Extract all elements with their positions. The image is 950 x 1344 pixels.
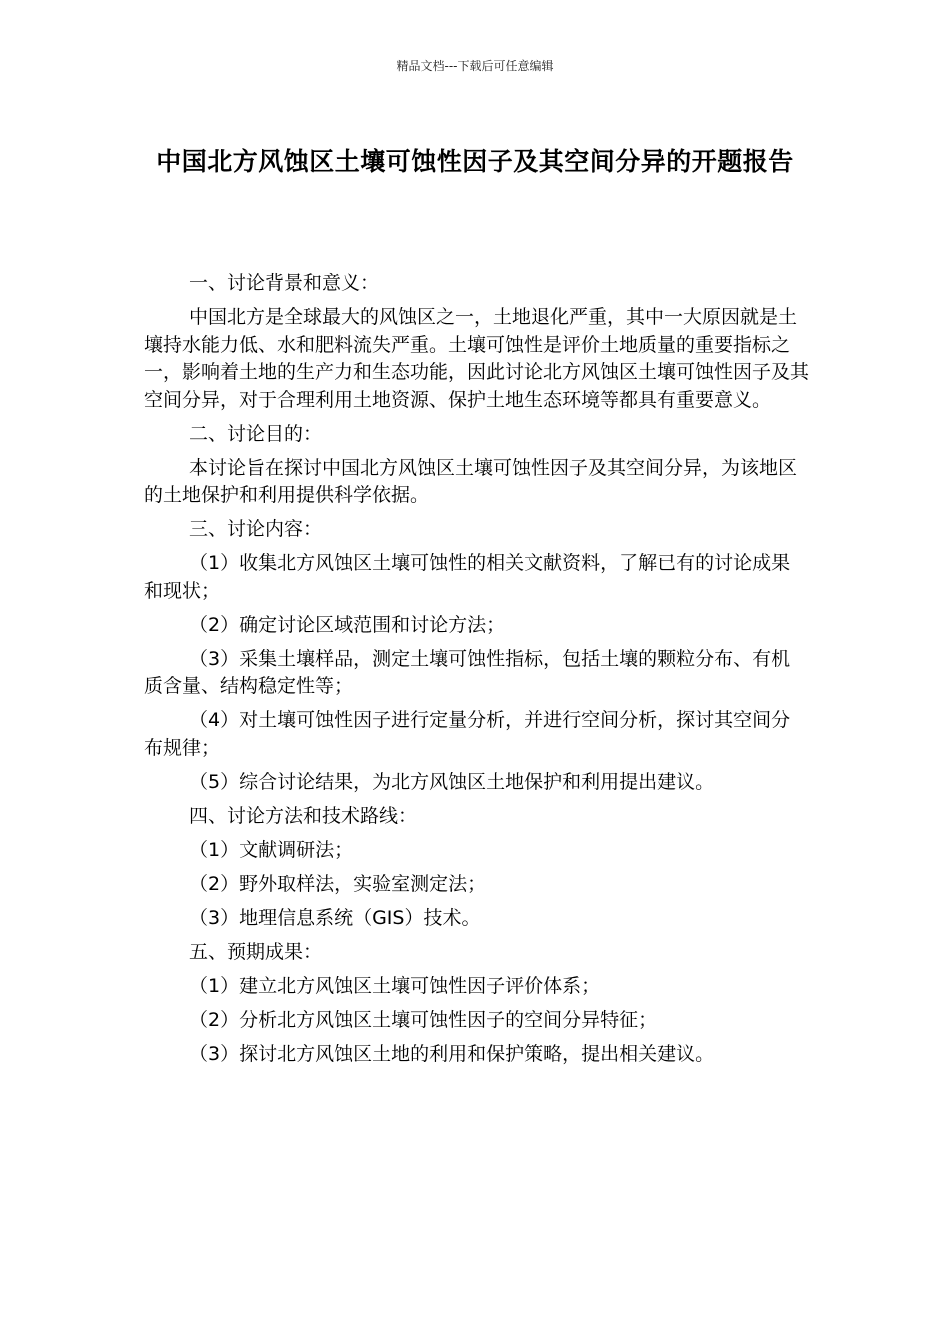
methods-list-item: （1）文献调研法； (189, 838, 354, 861)
results-list-item: （1）建立北方风蚀区土壤可蚀性因子评价体系； (189, 974, 601, 997)
content-list-item: （1）收集北方风蚀区土壤可蚀性的相关文献资料，了解已有的讨论成果和现状； (144, 552, 791, 602)
page-header-note: 精品文档---下载后可任意编辑 (396, 59, 554, 73)
document-title: 中国北方风蚀区土壤可蚀性因子及其空间分异的开题报告 (156, 147, 794, 176)
results-list-item: （3）探讨北方风蚀区土地的利用和保护策略，提出相关建议。 (189, 1042, 715, 1065)
content-list-item: （5）综合讨论结果，为北方风蚀区土地保护和利用提出建议。 (189, 770, 715, 793)
results-list-item: （2）分析北方风蚀区土壤可蚀性因子的空间分异特征； (189, 1008, 658, 1031)
document-body (144, 270, 809, 1075)
methods-list-item: （3）地理信息系统（GIS）技术。 (189, 906, 481, 929)
section-paragraph-background: 中国北方是全球最大的风蚀区之一，土地退化严重，其中一大原因就是土壤持水能力低、水和肥料流失严重。土壤可蚀性是评价土地质量的重要指标之一，影响着土地的生产力和生态功能，因此讨论北方风蚀区土壤可蚀性因子及其空间分异，对于合理利用土地资源、保护土地生态环境等都具有重要意义。 (144, 306, 810, 411)
section-paragraph-purpose: 本讨论旨在探讨中国北方风蚀区土壤可蚀性因子及其空间分异，为该地区的土地保护和利用提供科学依据。 (144, 456, 798, 506)
section-heading-purpose: 二、讨论目的： (189, 422, 323, 445)
section-heading-results: 五、预期成果： (189, 940, 323, 963)
content-list-item: （3）采集土壤样品，测定土壤可蚀性指标，包括土壤的颗粒分布、有机质含量、结构稳定性等； (144, 647, 791, 697)
content-list-item: （4）对土壤可蚀性因子进行定量分析，并进行空间分析，探讨其空间分布规律； (144, 709, 791, 759)
section-heading-background: 一、讨论背景和意义： (189, 272, 380, 294)
methods-list-item: （2）野外取样法，实验室测定法； (189, 872, 487, 895)
section-heading-methods: 四、讨论方法和技术路线： (189, 804, 418, 827)
content-list-item: （2）确定讨论区域范围和讨论方法； (189, 613, 506, 636)
section-heading-content: 三、讨论内容： (189, 518, 323, 540)
